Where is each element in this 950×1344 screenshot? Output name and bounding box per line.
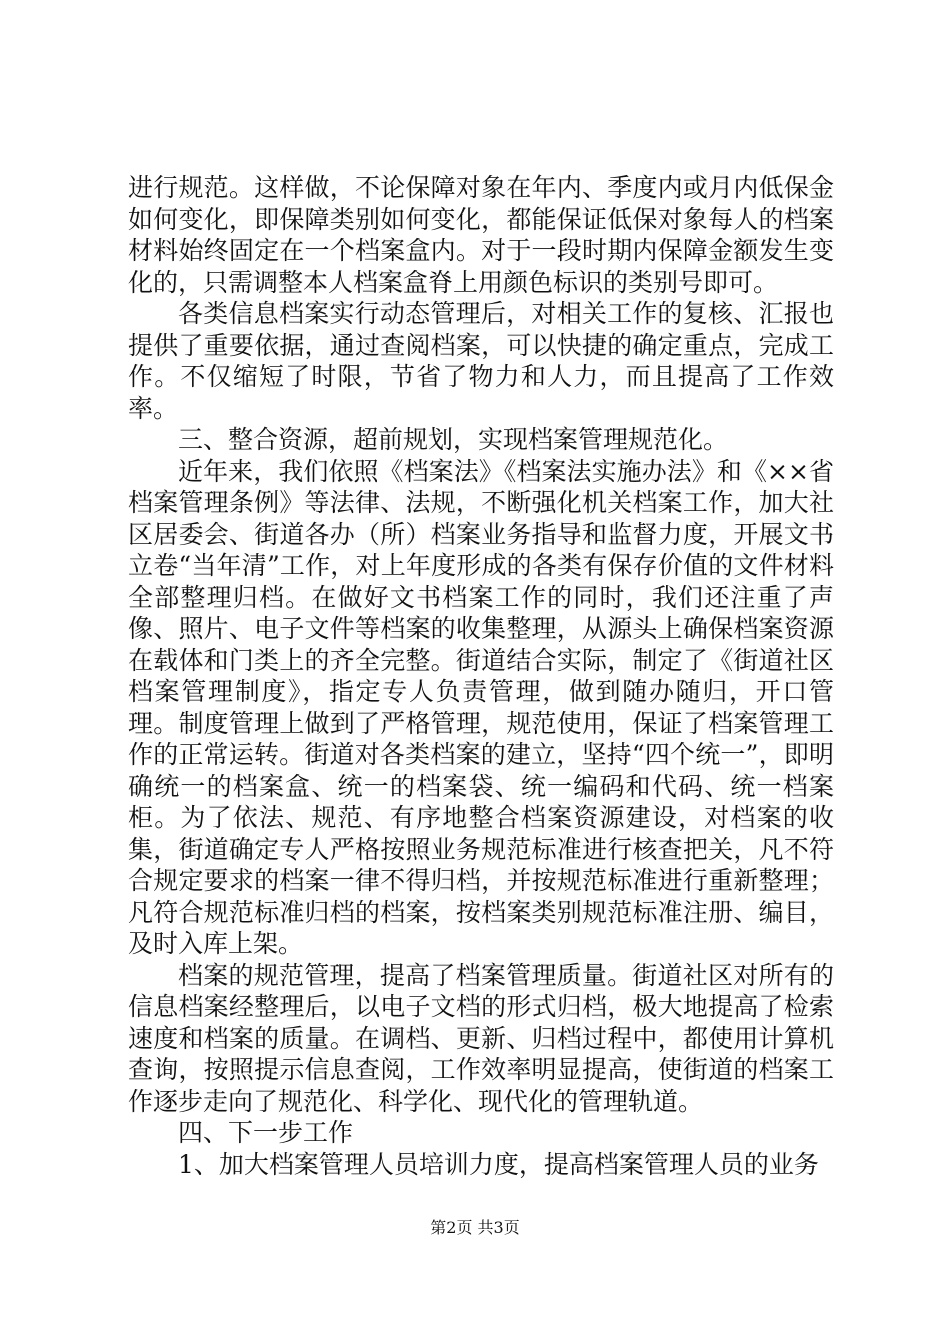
paragraph-4: 近年来，我们依照《档案法》《档案法实施办法》和《××省档案管理条例》等法律、法规，不断强化机关档案工作，加大社区居委会、街道各办（所）档案业务指导和监督力度，开展文书立卷“当年清”工作，对上年度形成的各类有保存价值的文件材料全部整理归档。在做好文书档案工作的同时，我们还注重了声像、照片、电子文件等档案的收集整理，从源头上确保档案资源在载体和门类上的齐全完整。街道结合实际，制定了《街道社区档案管理制度》，指定专人负责管理，做到随办随归，开口管理。制度管理上做到了严格管理，规范使用，保证了档案管理工作的正常运转。街道对各类档案的建立，坚持“四个统一”，即明确统一的档案盒、统一的档案袋、统一编码和代码、统一档案柜。为了依法、规范、有序地整合档案资源建设，对档案的收集，街道确定专人严格按照业务规范标准进行核查把关，凡不符合规定要求的档案一律不得归档，并按规范标准进行重新整理；凡符合规范标准归档的档案，按档案类别规范标准注册、编目，及时入库上架。 [128, 456, 834, 958]
page-number-footer: 第2页 共3页 [430, 1218, 520, 1237]
paragraph-5: 档案的规范管理，提高了档案管理质量。街道社区对所有的信息档案经整理后，以电子文档的形式归档，极大地提高了检索速度和档案的质量。在调档、更新、归档过程中，都使用计算机查询，按照提示信息查阅，工作效率明显提高，使街道的档案工作逐步走向了规范化、科学化、现代化的管理轨道。 [128, 960, 834, 1116]
paragraph-2: 各类信息档案实行动态管理后，对相关工作的复核、汇报也提供了重要依据，通过查阅档案，可以快捷的确定重点，完成工作。不仅缩短了时限，节省了物力和人力，而且提高了工作效率。 [128, 299, 834, 423]
paragraph-7: 1、加大档案管理人员培训力度，提高档案管理人员的业务 [178, 1149, 819, 1179]
section-heading-3: 三、整合资源，超前规划，实现档案管理规范化。 [178, 425, 729, 454]
paragraph-1: 进行规范。这样做，不论保障对象在年内、季度内或月内低保金如何变化，即保障类别如何变化，都能保证低保对象每人的档案材料始终固定在一个档案盒内。对于一段时期内保障金额发生变化的，只需调整本人档案盒脊上用颜色标识的类别号即可。 [128, 173, 834, 297]
section-heading-4: 四、下一步工作 [178, 1118, 354, 1147]
document-body [128, 172, 834, 1180]
